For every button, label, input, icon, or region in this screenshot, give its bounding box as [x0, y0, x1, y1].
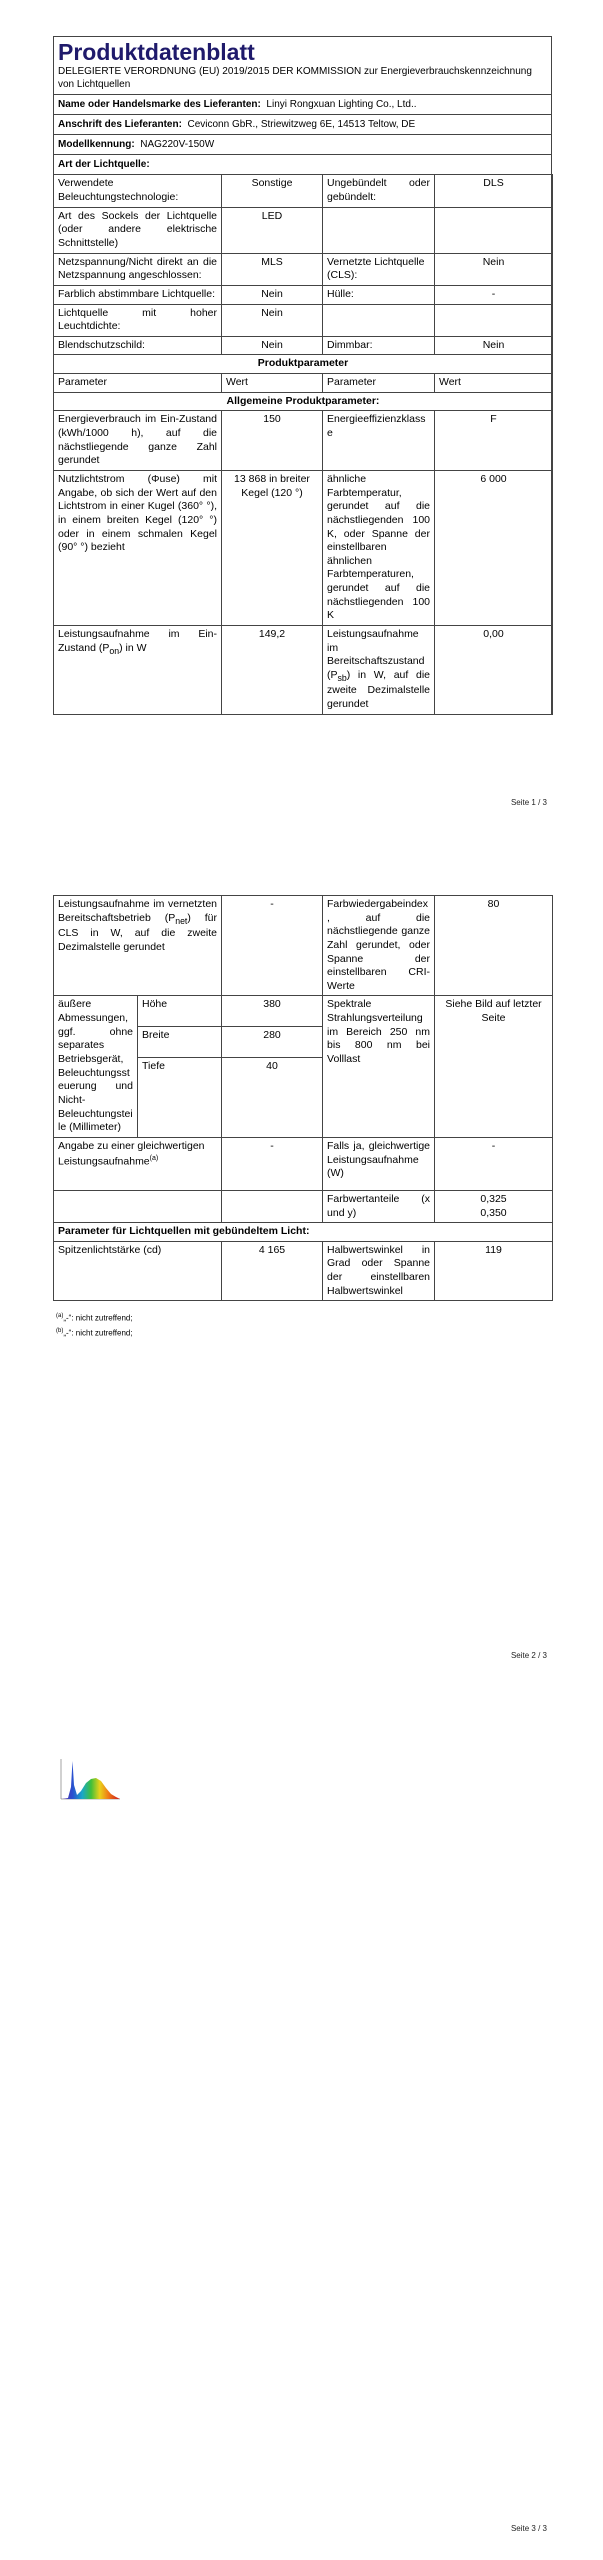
param-value: 119	[435, 1241, 553, 1301]
param-label: Leistungsaufnahme im Ein-Zustand $(P_{on})$ in W	[54, 626, 222, 715]
page-footer-1: Seite 1 / 3	[510, 798, 547, 807]
table-row	[54, 392, 553, 411]
param-value: 4 165	[222, 1241, 323, 1301]
supplier-name-row	[54, 95, 551, 115]
dimension-value: 280	[222, 1027, 323, 1058]
table-row	[54, 411, 553, 471]
dimension-value: 40	[222, 1057, 323, 1137]
column-header: Wert	[435, 374, 553, 393]
param-label: Energieverbrauch im Ein-Zustand (kWh/1000 h), auf die nächstliegende ganze Zahl gerundet	[54, 411, 222, 471]
table-row	[54, 355, 553, 374]
param-value: -	[435, 285, 553, 304]
page-title: Produktdatenblatt	[58, 39, 255, 65]
param-label: Farbwiedergabeindex, auf die nächstliegende ganze Zahl gerundet, oder Spanne der einstellbaren CRI-Werte	[323, 896, 435, 996]
model-row	[54, 135, 551, 155]
param-value: Nein	[435, 253, 553, 285]
param-value: Nein	[222, 304, 323, 336]
light-source-table	[53, 174, 553, 714]
param-label: Leistungsaufnahme im vernetzten Bereitschaftsbetrieb $(P_{net})$ für CLS in W, auf die zweite Dezimalstelle gerundet	[54, 896, 222, 996]
footnote-a: $^{(a)}$„-“: nicht zutreffend;	[56, 1313, 133, 1323]
column-header: Parameter	[323, 374, 435, 393]
param-label: Energieeffizienzklasse	[323, 411, 435, 471]
table-header-row	[54, 374, 553, 393]
supplier-address-row	[54, 115, 551, 135]
dimensions-label: äußere Abmessungen, ggf. ohne separates Betriebsgerät, Beleuchtungssteuerung und Nicht-Beleuchtungsteile (Millimeter)	[54, 996, 138, 1137]
param-label	[323, 207, 435, 253]
table-row	[54, 1137, 553, 1190]
column-header: Wert	[222, 374, 323, 393]
param-label: Angabe zu einer gleichwertigen Leistungsaufnahme$^{(a)}$	[54, 1137, 222, 1190]
table-row	[54, 896, 553, 996]
param-value: -	[435, 1137, 553, 1190]
dimension-name: Tiefe	[138, 1057, 222, 1137]
param-label: Halbwertswinkel in Grad oder Spanne der einstellbaren Halbwertswinkel	[323, 1241, 435, 1301]
param-value: Sonstige	[222, 175, 323, 207]
param-value: -	[222, 896, 323, 996]
param-label: Lichtquelle mit hoher Leuchtdichte:	[54, 304, 222, 336]
param-label: Nutzlichtstrom (Φuse) mit Angabe, ob sich der Wert auf den Lichtstrom in einer Kugel (360° °), in einem breiten Kegel (120° °) oder in einem schmalen Kegel (90° °) bezieht	[54, 470, 222, 625]
param-value: Nein	[435, 336, 553, 355]
param-label: Falls ja, gleichwertige Leistungsaufnahme (W)	[323, 1137, 435, 1190]
param-value: Nein	[222, 285, 323, 304]
supplier-address-label: Anschrift des Lieferanten:	[58, 119, 182, 131]
param-value: 13 868 in breiter Kegel (120 °)	[222, 470, 323, 625]
param-value: DLS	[435, 175, 553, 207]
param-label: Blendschutzschild:	[54, 336, 222, 355]
model-value: NAG220V-150W	[140, 139, 215, 151]
supplier-address-value: Ceviconn GbR., Striewitzweg 6E, 14513 Teltow, DE	[187, 119, 416, 131]
param-value: 150	[222, 411, 323, 471]
footnote-b: $^{(b)}$„-“: nicht zutreffend;	[56, 1328, 133, 1338]
param-label: Leistungsaufnahme im Bereitschaftszustand $(P_{sb})$ in W, auf die zweite Dezimalstelle gerundet	[323, 626, 435, 715]
param-label	[323, 304, 435, 336]
table-row	[54, 304, 553, 336]
param-value: 0,00	[435, 626, 553, 715]
light-source-heading-text: Art der Lichtquelle:	[58, 159, 150, 171]
param-label: Art des Sockels der Lichtquelle (oder andere elektrische Schnittstelle)	[54, 207, 222, 253]
param-value	[435, 304, 553, 336]
table-row	[54, 207, 553, 253]
dimension-name: Breite	[138, 1027, 222, 1058]
column-header: Parameter	[54, 374, 222, 393]
table-row	[54, 1223, 553, 1242]
table-row	[54, 470, 553, 625]
table-row	[54, 336, 553, 355]
table-row	[54, 626, 553, 715]
param-value: 149,2	[222, 626, 323, 715]
model-label: Modellkennung:	[58, 139, 135, 151]
light-source-heading	[54, 155, 551, 174]
spectral-label: Spektrale Strahlungsverteilung im Bereich 250 nm bis 800 nm bei Volllast	[323, 996, 435, 1137]
table-row	[54, 1241, 553, 1301]
param-value: F	[435, 411, 553, 471]
param-value: 80	[435, 896, 553, 996]
page-footer-2: Seite 2 / 3	[510, 1651, 547, 1660]
param-label: Farbwertanteile (x und y)	[323, 1190, 435, 1222]
param-value: -	[222, 1137, 323, 1190]
table-row	[54, 285, 553, 304]
param-label: Netzspannung/Nicht direkt an die Netzspannung angeschlossen:	[54, 253, 222, 285]
datasheet-page-2-table	[53, 895, 553, 1301]
param-label: Verwendete Beleuchtungstechnologie:	[54, 175, 222, 207]
empty-cell	[222, 1190, 323, 1222]
param-value: 0,325 0,350	[435, 1190, 553, 1222]
param-value	[435, 207, 553, 253]
table-row	[54, 253, 553, 285]
page-footer-3: Seite 3 / 3	[510, 2524, 547, 2533]
dimension-value: 380	[222, 996, 323, 1027]
param-value: Nein	[222, 336, 323, 355]
param-value: MLS	[222, 253, 323, 285]
empty-cell	[54, 1190, 222, 1222]
directional-heading: Parameter für Lichtquellen mit gebündeltem Licht:	[54, 1223, 553, 1242]
product-params-heading: Produktparameter	[54, 355, 553, 374]
param-label: Hülle:	[323, 285, 435, 304]
param-label: Vernetzte Lichtquelle (CLS):	[323, 253, 435, 285]
supplier-name-label: Name oder Handelsmarke des Lieferanten:	[58, 99, 261, 111]
table-row	[54, 996, 553, 1027]
table-row	[54, 1190, 553, 1222]
param-label: Ungebündelt oder gebündelt:	[323, 175, 435, 207]
param-label: ähnliche Farbtemperatur, gerundet auf die nächstliegenden 100 K, oder Spanne der einstellbaren ähnlichen Farbtemperaturen, gerundet auf die nächstliegenden 100 K	[323, 470, 435, 625]
table-row	[54, 175, 553, 207]
param-label: Farblich abstimmbare Lichtquelle:	[54, 285, 222, 304]
datasheet-page-1	[53, 36, 552, 715]
dimension-name: Höhe	[138, 996, 222, 1027]
param-value: 6 000	[435, 470, 553, 625]
param-value: LED	[222, 207, 323, 253]
param-label: Dimmbar:	[323, 336, 435, 355]
param-label: Spitzenlichtstärke (cd)	[54, 1241, 222, 1301]
spectral-value: Siehe Bild auf letzter Seite	[435, 996, 553, 1137]
supplier-name-value: Linyi Rongxuan Lighting Co., Ltd..	[266, 99, 417, 111]
spectral-distribution-image	[58, 1757, 122, 1803]
general-params-heading: Allgemeine Produktparameter:	[54, 392, 553, 411]
regulation-subtitle: DELEGIERTE VERORDNUNG (EU) 2019/2015 DER KOMMISSION zur Energieverbrauchskennzeichnung von Lichtquellen	[58, 66, 532, 91]
title-block	[54, 37, 551, 95]
